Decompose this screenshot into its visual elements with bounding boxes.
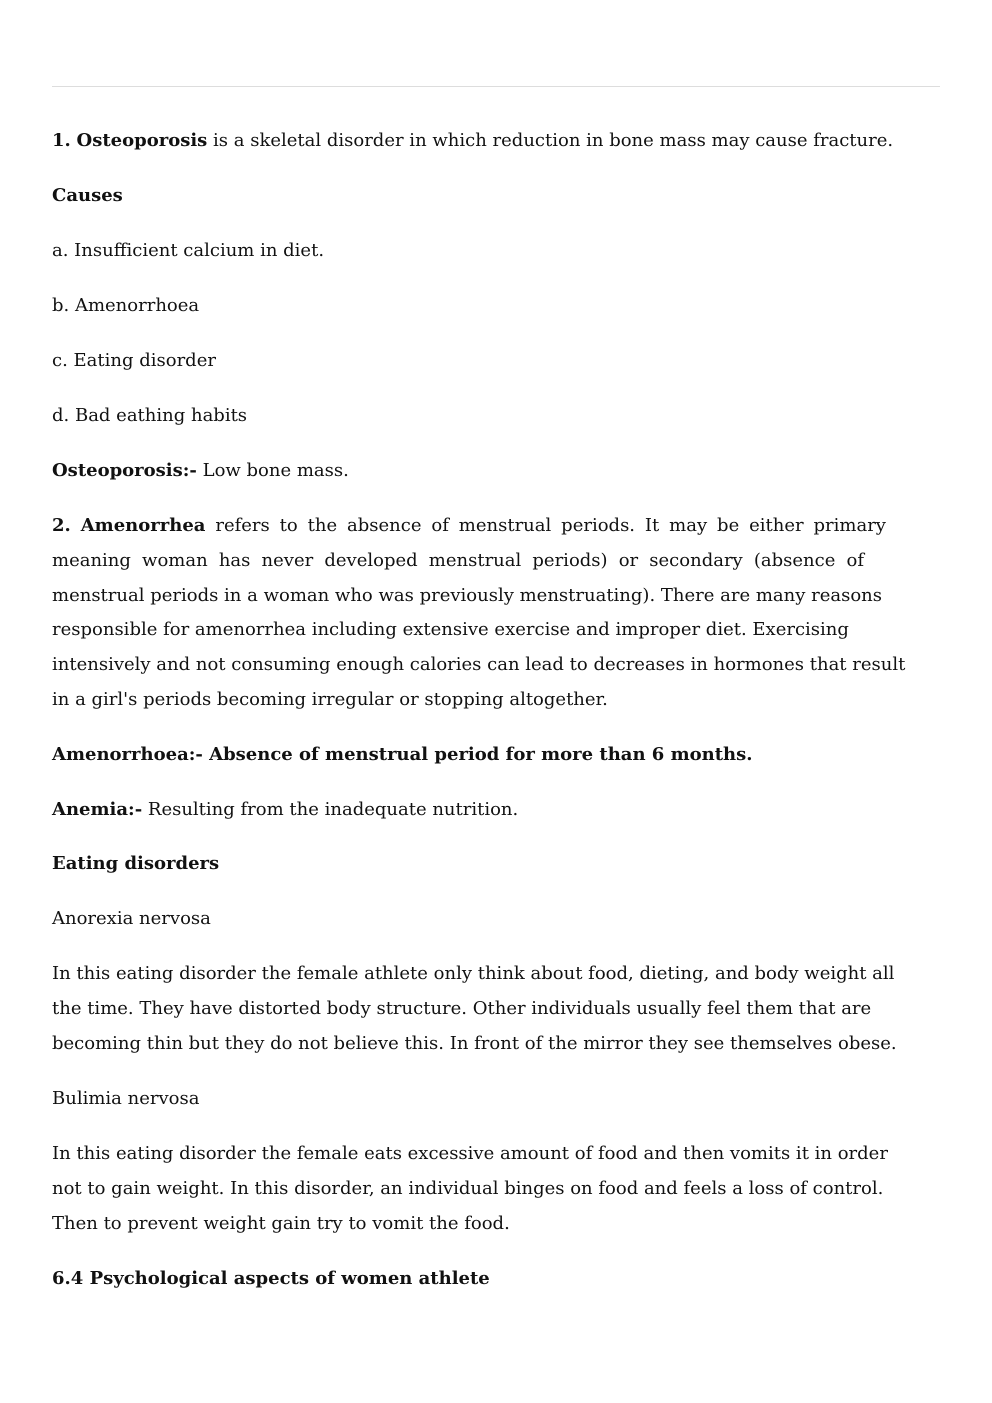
anemia-definition (52, 799, 518, 821)
amenorrhea-line: responsible for amenorrhea including extensive exercise and improper diet. Exercising (52, 619, 849, 641)
anorexia-line: becoming thin but they do not believe this. In front of the mirror they see themselves obese. (52, 1032, 897, 1054)
anorexia-title: Anorexia nervosa (52, 908, 211, 929)
anorexia-line: In this eating disorder the female athlete only think about food, dieting, and body weight all (52, 963, 895, 984)
cause-item: c. Eating disorder (52, 350, 216, 371)
osteoporosis-short-term: Osteoporosis:- (52, 460, 197, 481)
amenorrhea-line (52, 509, 886, 544)
cause-item: d. Bad eathing habits (52, 405, 248, 426)
cause-item: b. Amenorrhoea (52, 295, 200, 316)
anemia-text: Resulting from the inadequate nutrition. (142, 799, 519, 820)
amenorrhea-line: meaning woman has never developed menstrual periods) or secondary (absence of (52, 549, 864, 571)
section-heading-text: 6.4 Psychological aspects of women athlete (52, 1268, 490, 1289)
osteoporosis-short-definition (52, 460, 349, 482)
eating-disorders-heading-text: Eating disorders (52, 853, 220, 874)
osteoporosis-term: Osteoporosis (76, 130, 208, 151)
amenorrhoea-short-definition (52, 744, 753, 766)
anorexia-line: the time. They have distorted body structure. Other individuals usually feel them that are (52, 997, 872, 1019)
section-heading (52, 1268, 490, 1290)
amenorrhea-line: in a girl's periods becoming irregular or stopping altogether. (52, 688, 608, 710)
bulimia-paragraph (52, 1137, 922, 1241)
eating-disorders-heading (52, 853, 219, 875)
amenorrhea-line: intensively and not consuming enough calories can lead to decreases in hormones that result (52, 654, 906, 676)
osteoporosis-paragraph (52, 130, 893, 152)
cause-item: a. Insufficient calcium in diet. (52, 240, 325, 261)
bulimia-line: In this eating disorder the female eats excessive amount of food and then vomits it in order (52, 1143, 888, 1164)
anemia-term: Anemia:- (52, 799, 143, 820)
amenorrhea-line: menstrual periods in a woman who was previously menstruating). There are many reasons (52, 584, 883, 606)
amenorrhoea-short-text: Amenorrhoea:- Absence of menstrual period for more than 6 months. (52, 744, 753, 765)
amenorrhea-paragraph (52, 509, 922, 718)
anorexia-paragraph (52, 957, 922, 1061)
amenorrhea-number: 2. (52, 515, 71, 536)
osteoporosis-number: 1. (52, 130, 71, 151)
amenorrhea-line1-text: refers to the absence of menstrual periods. It may be either primary (205, 515, 886, 536)
top-divider (52, 86, 940, 87)
osteoporosis-short-text: Low bone mass. (196, 460, 349, 481)
amenorrhea-term: Amenorrhea (80, 515, 206, 536)
causes-heading-text: Causes (52, 185, 123, 206)
bulimia-line: not to gain weight. In this disorder, an individual binges on food and feels a loss of control. (52, 1177, 884, 1199)
bulimia-title: Bulimia nervosa (52, 1088, 200, 1109)
causes-heading (52, 185, 123, 207)
osteoporosis-definition: is a skeletal disorder in which reduction in bone mass may cause fracture. (207, 130, 894, 151)
bulimia-line: Then to prevent weight gain try to vomit the food. (52, 1212, 510, 1234)
